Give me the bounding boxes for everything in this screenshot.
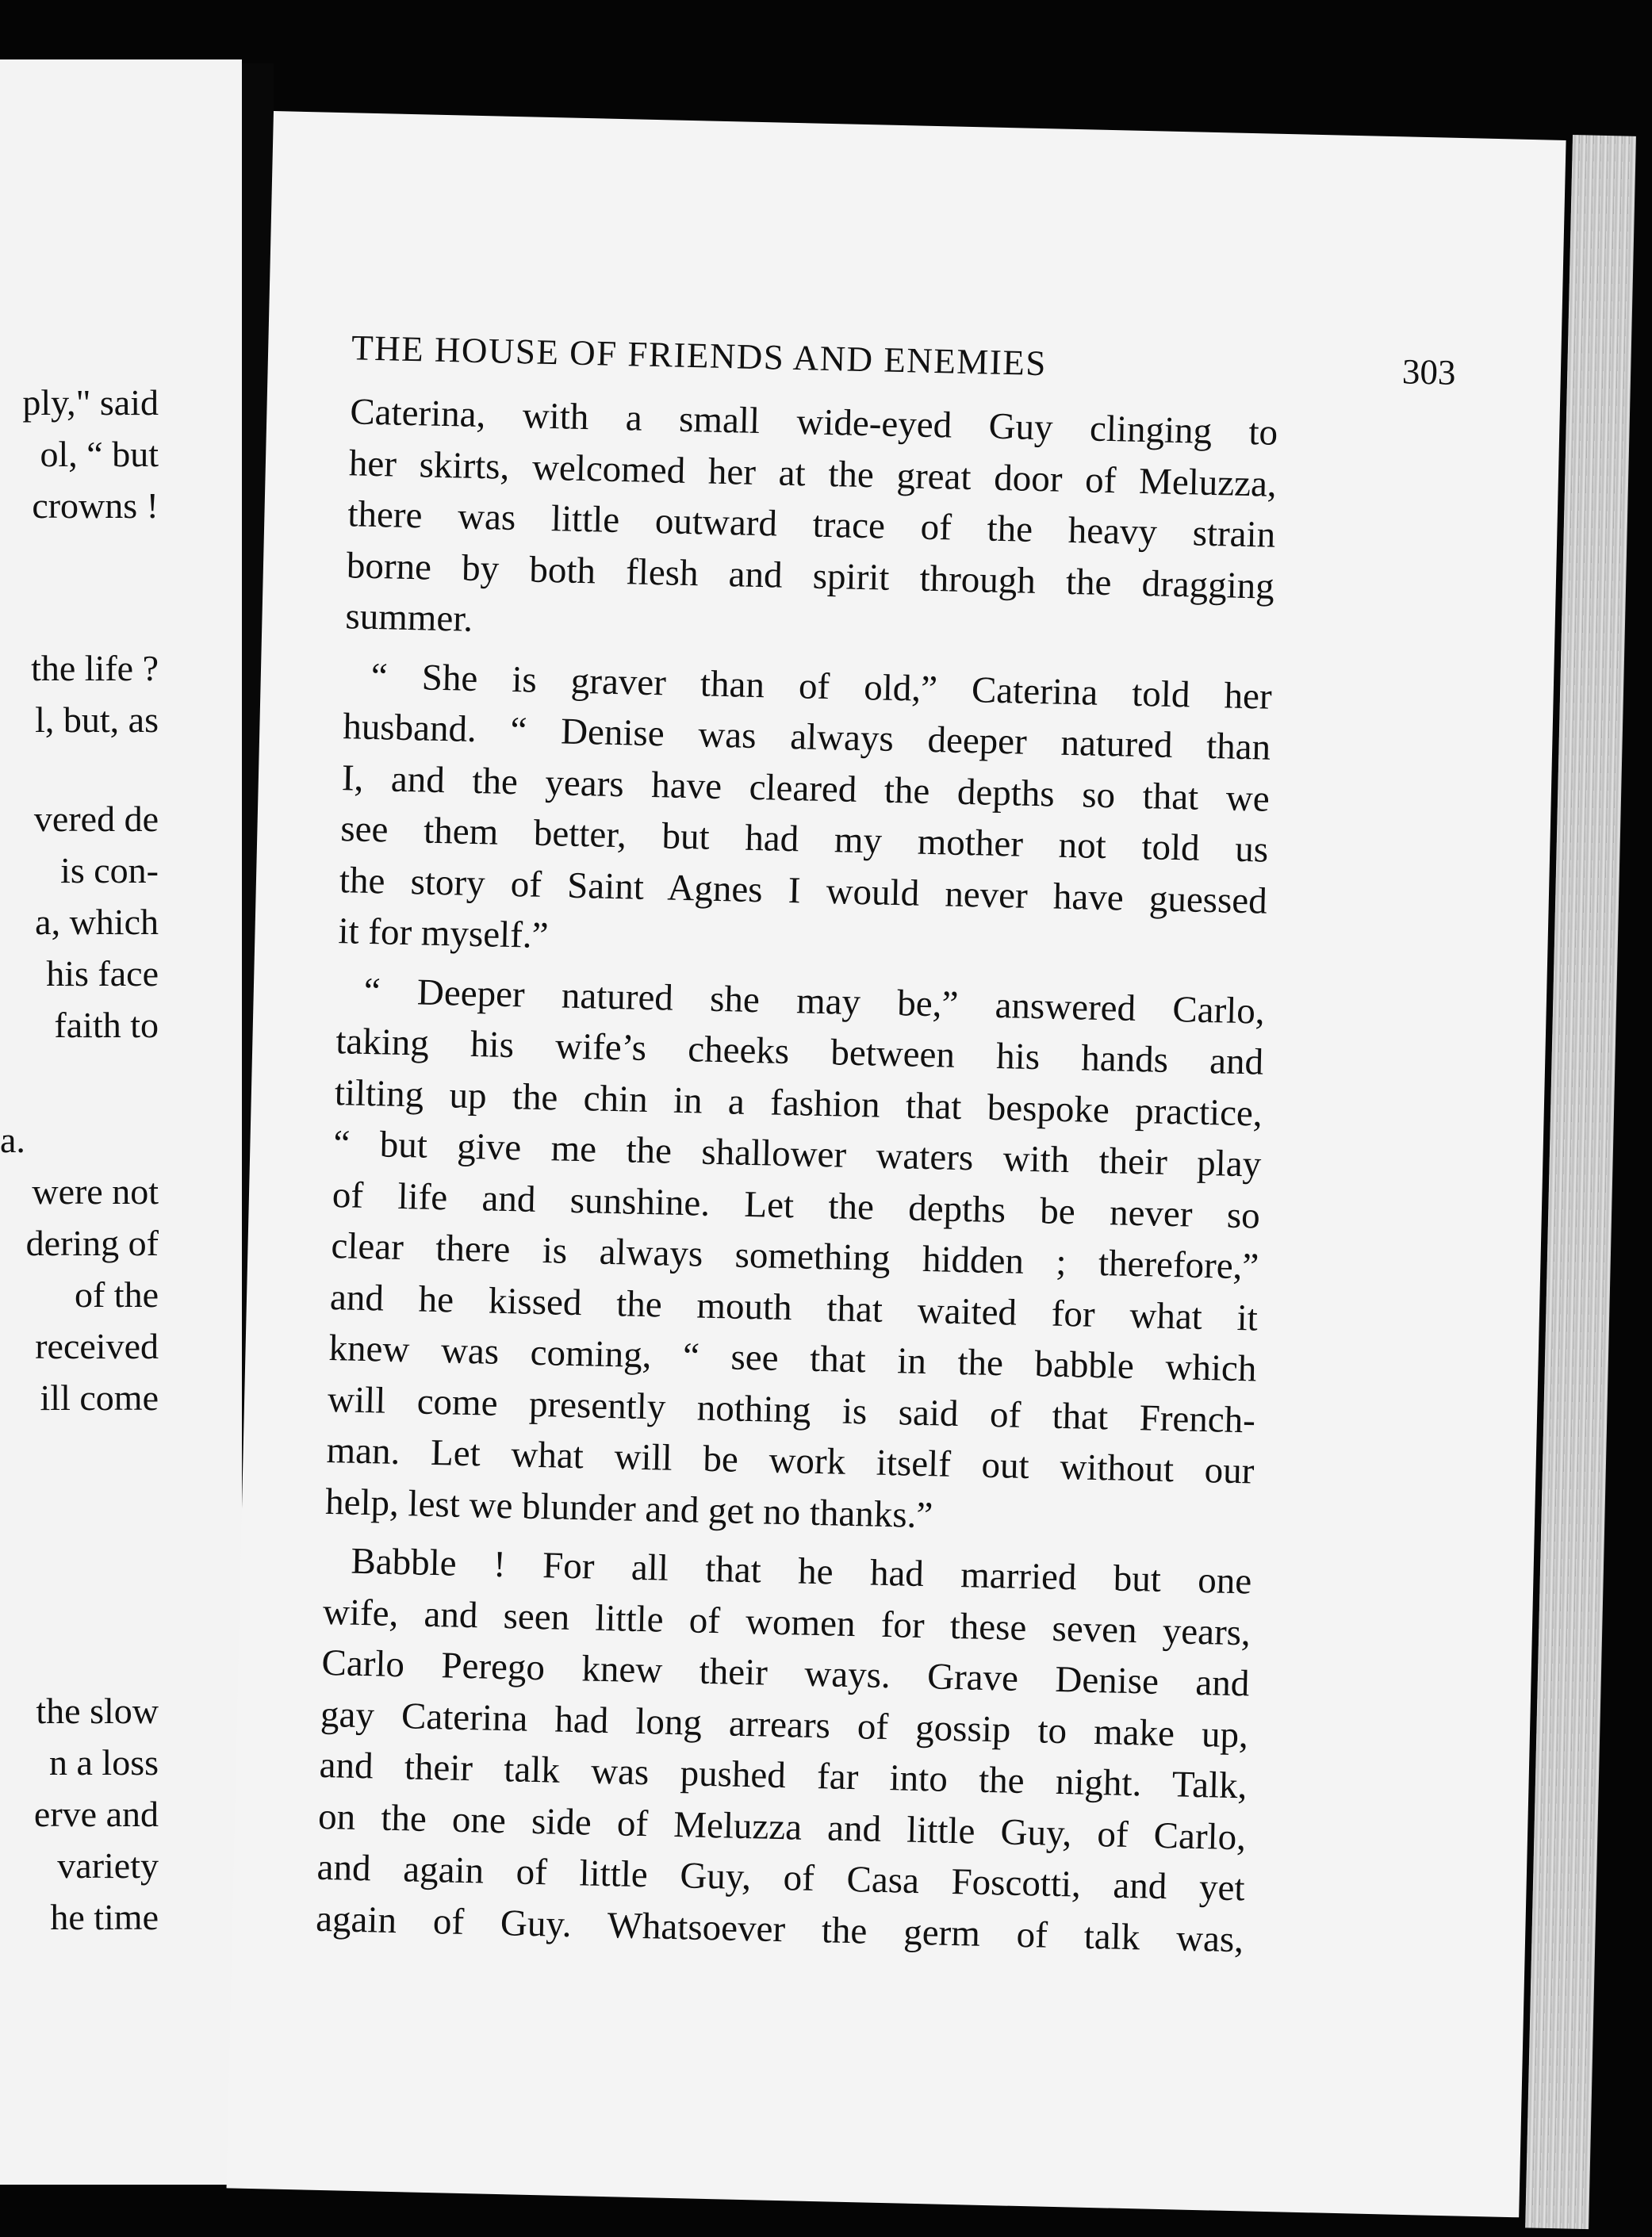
text-line: again of Guy. Whatsoever the germ of talk was, [315,1898,1244,1960]
text-line: it for myself.” [337,910,550,957]
left-page-line: l, but, as [35,699,159,740]
text-line: husband. “ Denise was always deeper natured than [342,706,1271,768]
text-line: there was little outward trace of the heavy strain [347,493,1276,556]
left-page-line: n a loss [49,1742,159,1783]
text-line: of life and sunshine. Let the depths be never so [332,1174,1261,1237]
left-page-line: of the [74,1274,159,1315]
text-line: will come presently nothing is said of that French- [327,1378,1256,1442]
text-line: “ Deeper natured she may be,” answered Carlo, [363,970,1266,1032]
left-page-line: the slow [36,1691,159,1731]
left-page-line: a. [0,1120,25,1160]
text-line: summer. [344,596,473,640]
text-line: wife, and seen little of women for these seven years, [322,1591,1251,1653]
left-page-line: the life ? [31,648,159,688]
text-line: tilting up the chin in a fashion that bespoke practice, [334,1071,1263,1135]
text-line: see them better, but had my mother not told us [339,808,1269,871]
facing-page-left [0,59,242,2185]
left-page-line: ol, “ but [40,434,159,474]
text-line: taking his wife’s cheeks between his hands and [335,1021,1264,1083]
left-page-line: were not [32,1171,159,1212]
text-line: the story of Saint Agnes I would never have guessed [339,859,1268,922]
left-page-line: received [35,1326,159,1366]
text-line: gay Caterina had long arrears of gossip to make up, [320,1693,1249,1756]
text-line: Babble ! For all that he had married but one [350,1540,1252,1603]
text-line: and again of little Guy, of Casa Foscotti, and yet [316,1846,1246,1909]
text-line: I, and the years have cleared the depths so that we [341,757,1271,820]
text-line: “ but give me the shallower waters with their play [332,1123,1262,1186]
left-page-line: his face [46,953,159,994]
text-line: knew was coming, “ see that in the babble which [328,1327,1257,1390]
text-line: “ She is graver than of old,” Caterina told her [370,655,1273,718]
text-line: Caterina, with a small wide-eyed Guy clinging to [349,391,1278,454]
text-line: borne by both flesh and spirit through the dragging [346,544,1275,607]
page-303 [227,111,1566,2217]
text-line: help, lest we blunder and get no thanks.” [324,1480,933,1536]
text-line: and their talk was pushed far into the night. Talk, [319,1744,1248,1807]
left-page-line: a, which [35,902,159,942]
text-line: Carlo Perego knew their ways. Grave Denise and [321,1641,1250,1705]
left-page-line: dering of [25,1223,159,1263]
left-page-line: vered de [33,799,159,839]
left-page-line: variety [57,1845,159,1886]
text-line: on the one side of Meluzza and little Guy, of Carlo, [317,1795,1247,1858]
left-page-line: is con- [60,850,159,891]
text-line: clear there is always something hidden ; therefore,” [330,1225,1259,1288]
running-head: THE HOUSE OF FRIENDS AND ENEMIES [351,328,1048,384]
left-page-line: ill come [40,1377,159,1418]
left-page-line: faith to [54,1005,159,1045]
page-number: 303 [1401,351,1456,393]
left-page-line: erve and [33,1794,159,1834]
text-line: and he kissed the mouth that waited for what it [329,1276,1259,1339]
left-page-line: he time [50,1897,159,1937]
text-line: her skirts, welcomed her at the great door of Meluzza, [348,442,1278,505]
body-text [316,386,1278,1965]
left-page-line: crowns ! [32,485,159,526]
left-page-line: ply," said [22,382,159,423]
text-line: man. Let what will be work itself out without our [326,1429,1255,1492]
